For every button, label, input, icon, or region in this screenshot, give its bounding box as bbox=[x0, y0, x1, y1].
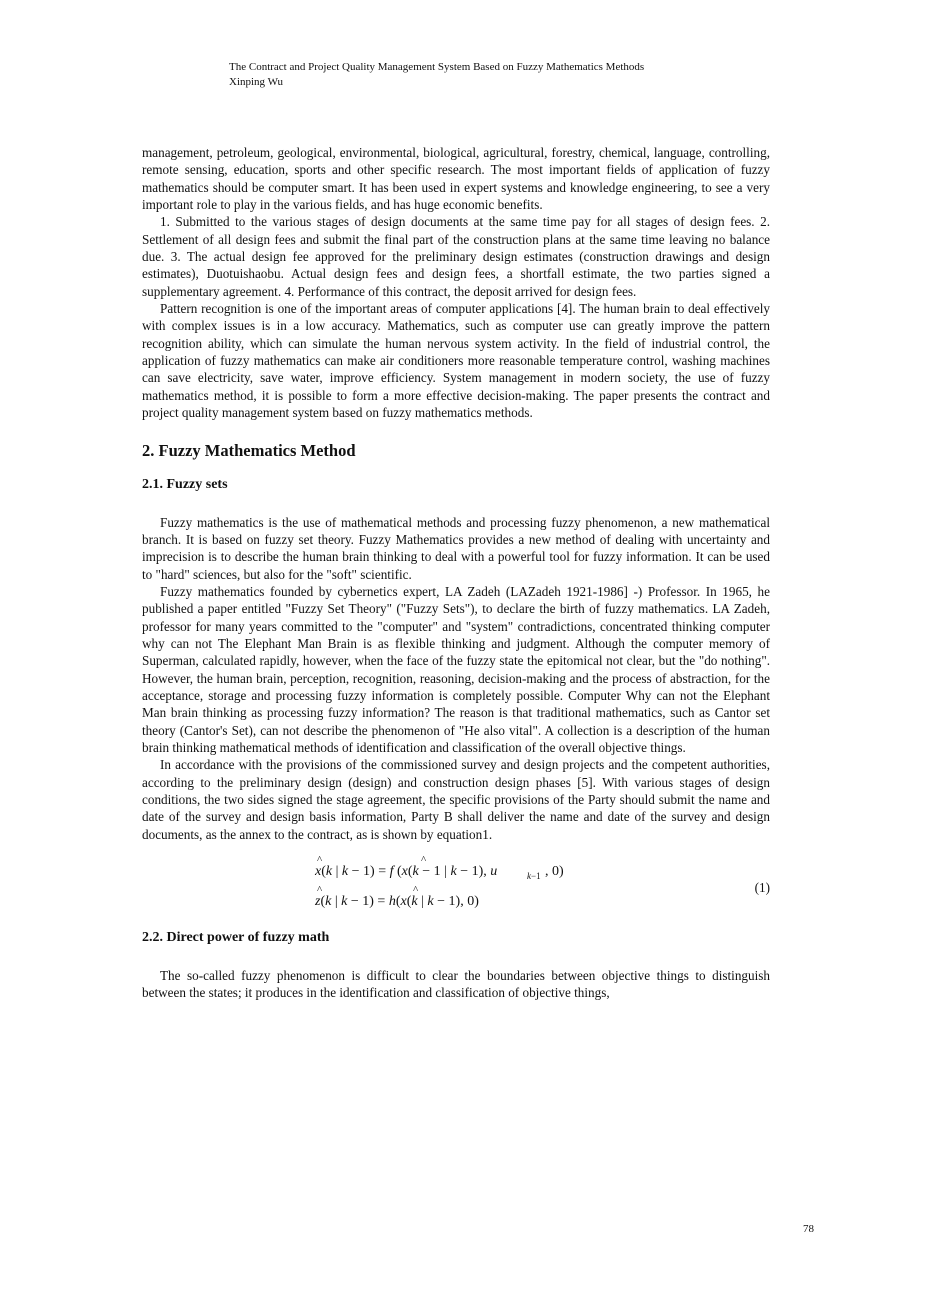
svg-text:^: ^ bbox=[421, 854, 427, 867]
paper-title: The Contract and Project Quality Management System Based on Fuzzy Mathematics Methods bbox=[229, 61, 645, 73]
svg-text:^: ^ bbox=[317, 884, 323, 897]
paragraph: 1. Submitted to the various stages of design documents at the same time pay for all stages of design fees. 2. Settlement of all design fees and submit the final part of the construction plans at the same time leaving no balance due. 3. The actual design fee approved for the preliminary design estimates (construction drawings and design estimates), Duotuishaobu. Actual design fees and design fees, a shortfall estimate, the two parties signed a supplementary agreement. 4. Performance of this contract, the deposit arrived for design fees. bbox=[142, 214, 770, 299]
paragraph: Pattern recognition is one of the important areas of computer applications [4]. The human brain to deal effectively with complex issues is in a low accuracy. Mathematics, such as computer use can greatly improve the pattern recognition ability, which can simulate the human nervous system activity. In the field of industrial control, the application of fuzzy mathematics can make air conditioners more reasonable temperature control, washing machines can save electricity, save water, improve efficiency. System management in modern society, the use of fuzzy mathematics method, it is possible to form a more effective decision-making. The paper presents the contract and project quality management system based on fuzzy mathematics methods. bbox=[142, 301, 770, 421]
equation-number: (1) bbox=[754, 880, 770, 896]
paragraph: The so-called fuzzy phenomenon is difficult to clear the boundaries between objective things to distinguish between the states; it produces in the identification and classification of objective things, bbox=[142, 968, 770, 1001]
paragraph: In accordance with the provisions of the commissioned survey and design projects and the competent authorities, according to the preliminary design (design) and construction design phases [5]. With various stages of design conditions, the two sides signed the stage agreement, the specific provisions of the Party should submit the name and date of the survey and design basis information, Party B shall deliver the name and date of the survey and design documents, as the annex to the contract, as is shown by equation1. bbox=[142, 757, 770, 842]
page-content bbox=[142, 144, 770, 1002]
svg-text:z(k | k − 1) = h(x(k | k − 1),: z(k | k − 1) = h(x(k | k − 1), 0) bbox=[315, 894, 479, 910]
svg-text:^: ^ bbox=[413, 884, 419, 897]
paragraph: Fuzzy mathematics is the use of mathematical methods and processing fuzzy phenomenon, a new mathematical branch. It is based on fuzzy set theory. Fuzzy Mathematics provides a new method of dealing with uncertainty and imprecision is to describe the human brain thinking to deal with a powerful tool for fuzzy information. It can be used to "hard" sciences, but also for the "soft" scientific. bbox=[142, 514, 770, 582]
section-heading: 2. Fuzzy Mathematics Method bbox=[142, 440, 356, 460]
paper-author: Xinping Wu bbox=[229, 76, 284, 88]
svg-text:^: ^ bbox=[317, 854, 323, 867]
svg-text:x(k | k − 1) = f (x(k − 1 | k: x(k | k − 1) = f (x(k − 1 | k − 1), u bbox=[315, 864, 498, 880]
subsection-heading: 2.1. Fuzzy sets bbox=[142, 476, 228, 492]
svg-text:k−1: k−1 bbox=[527, 871, 541, 882]
page-number: 78 bbox=[803, 1223, 814, 1235]
paragraph: management, petroleum, geological, environmental, biological, agricultural, forestry, chemical, language, controlling, remote sensing, education, sports and other specific research. The most important fields of application of fuzzy mathematics should be computer smart. It has been used in expert systems and knowledge engineering, to see a very important role to play in the various fields, and has huge economic benefits. bbox=[142, 145, 770, 213]
svg-text:, 0): , 0) bbox=[545, 864, 564, 880]
equation-block bbox=[142, 853, 770, 921]
running-header bbox=[229, 60, 644, 90]
subsection-heading: 2.2. Direct power of fuzzy math bbox=[142, 930, 330, 946]
paragraph: Fuzzy mathematics founded by cybernetics expert, LA Zadeh (LAZadeh 1921-1986] -) Professor. In 1965, he published a paper entitled "Fuzzy Set Theory" ("Fuzzy Sets"), to declare the birth of fuzzy mathematics. LA Zadeh, professor for many years committed to the "computer" and "system" contradictions, concentrated thinking computer why can not The Elephant Man Brain is as flexible thinking and judgment. Although the computer memory of Superman, calculated rapidly, however, when the face of the fuzzy state the epitomical not clear, but the "do nothing". However, the human brain, perception, recognition, reasoning, decision-making and the process of abstraction, for the acceptance, storage and processing fuzzy information is completely possible. Computer Why can not the Elephant Man brain thinking as processing fuzzy information? The reason is that traditional mathematics, such as Cantor set theory (Cantor's Set), can not describe the phenomenon of "He also vital". A collection is a description of the human brain thinking mathematical methods of identification and classification of the overall objective things. bbox=[142, 583, 770, 755]
equation-1-formula bbox=[312, 853, 612, 921]
